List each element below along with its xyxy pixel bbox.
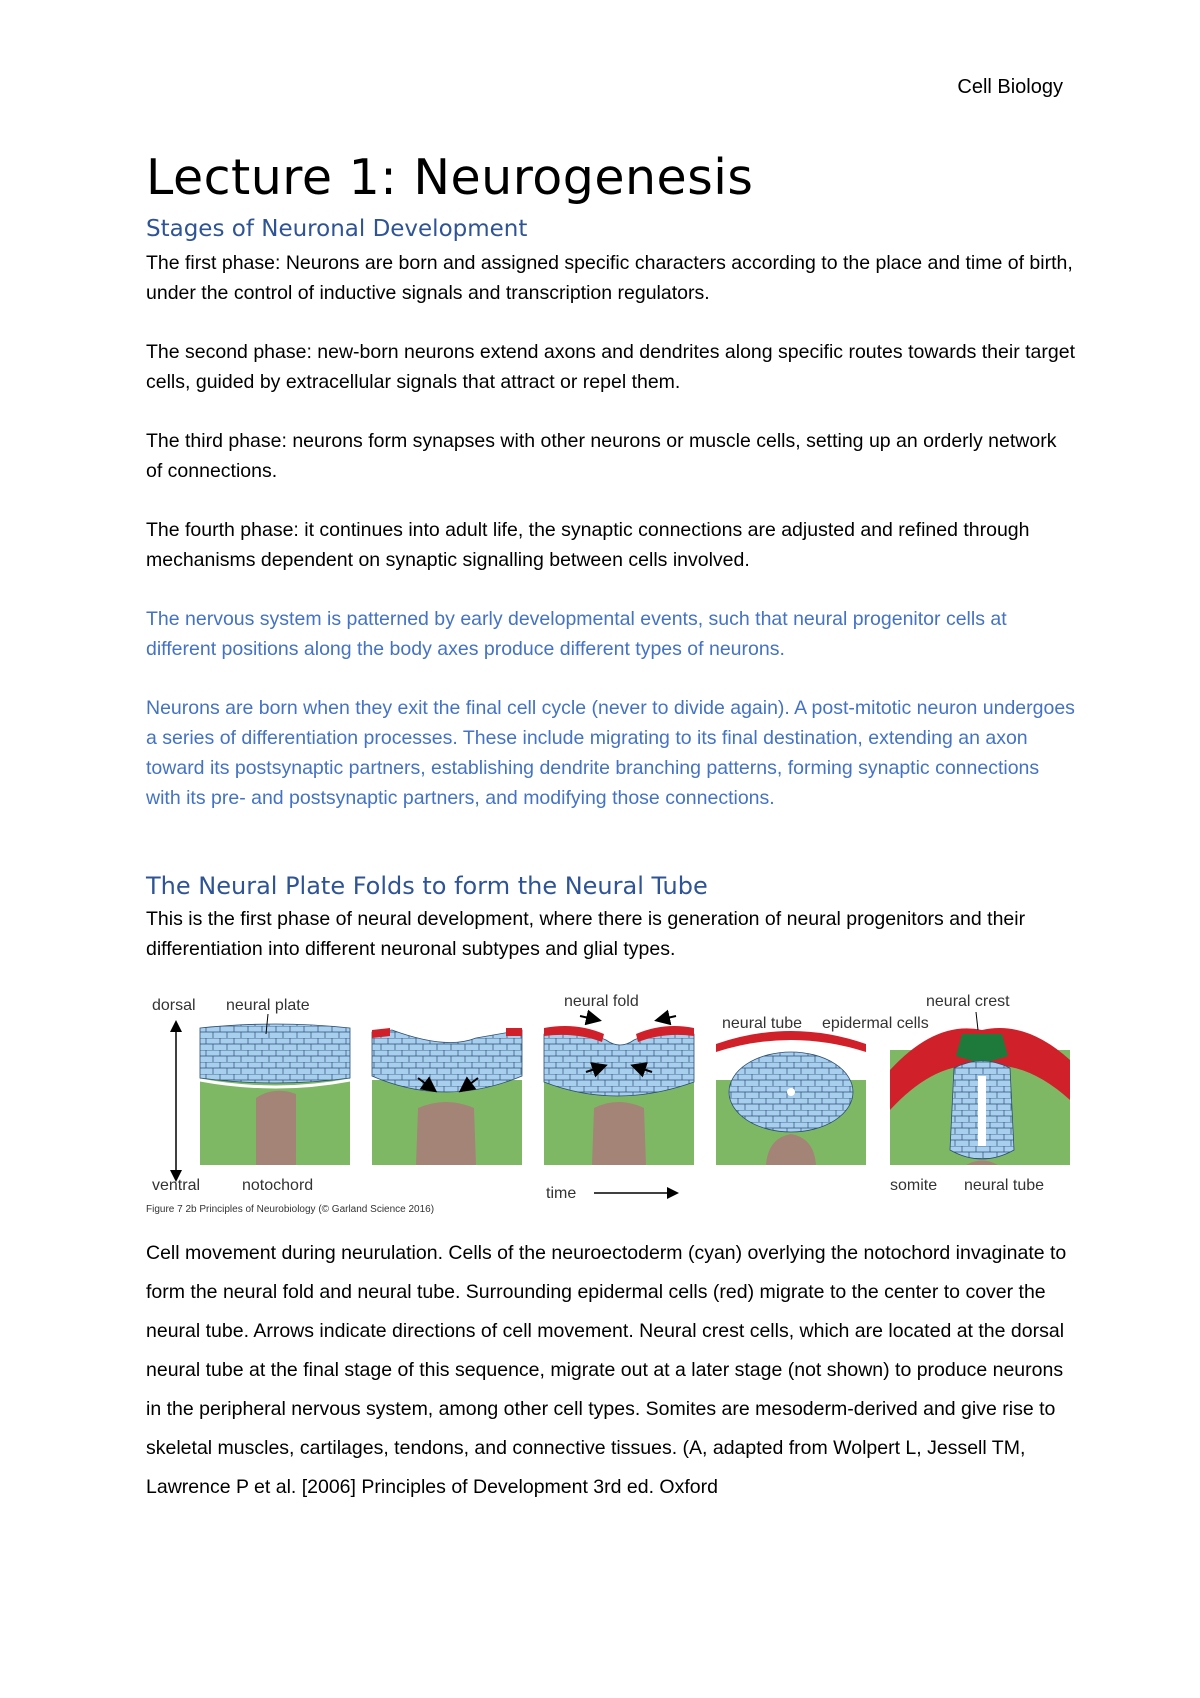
course-header: Cell Biology <box>957 76 1063 98</box>
label-neural-plate: neural plate <box>226 997 310 1014</box>
label-time: time <box>546 1185 577 1202</box>
page-title: Lecture 1: Neurogenesis <box>146 149 754 206</box>
panel-neural-plate <box>200 1024 350 1165</box>
panel-neural-fold <box>544 1016 694 1165</box>
label-ventral: ventral <box>152 1177 201 1194</box>
panel-neural-tube <box>716 1031 866 1165</box>
paragraph-phase-4: The fourth phase: it continues into adult life, the synaptic connections are adjusted and refined through mechanisms dependent on synaptic signalling between cells involved. <box>146 519 1030 571</box>
neurulation-figure <box>146 990 1070 1215</box>
paragraph-neural-plate-intro: This is the first phase of neural development, where there is generation of neural progenitors and their differentiation into different neuronal subtypes and glial types. <box>146 908 1026 960</box>
paragraph-phase-3: The third phase: neurons form synapses with other neurons or muscle cells, setting up an orderly network of connections. <box>146 430 1057 482</box>
paragraph-neuron-birth: Neurons are born when they exit the final cell cycle (never to divide again). A post-mitotic neuron undergoes a series of differentiation processes. These include migrating to its final destination, extending an axon toward its postsynaptic partners, establishing dendrite branching patterns, forming synaptic connections with its pre- and postsynaptic partners, and modifying those connections. <box>146 697 1075 809</box>
label-neural-crest: neural crest <box>926 993 1010 1010</box>
section-heading-stages: Stages of Neuronal Development <box>146 216 528 242</box>
label-somite: somite <box>890 1177 938 1194</box>
paragraph-phase-2: The second phase: new-born neurons extend axons and dendrites along specific routes towards their target cells, guided by extracellular signals that attract or repel them. <box>146 341 1075 393</box>
label-neural-tube-bottom: neural tube <box>964 1177 1045 1194</box>
label-notochord: notochord <box>242 1177 314 1194</box>
paragraph-patterning: The nervous system is patterned by early developmental events, such that neural progenitor cells at different positions along the body axes produce different types of neurons. <box>146 608 1007 660</box>
panel-folding-1 <box>372 1028 522 1165</box>
panel-neural-crest <box>890 1028 1070 1165</box>
dv-axis-arrow-up <box>170 1020 182 1032</box>
label-epidermal-cells: epidermal cells <box>822 1015 929 1032</box>
figure-credit: Figure 7 2b Principles of Neurobiology (© Garland Science 2016) <box>146 1204 435 1215</box>
section-heading-neural-plate: The Neural Plate Folds to form the Neural Tube <box>146 872 708 900</box>
label-neural-fold: neural fold <box>564 993 639 1010</box>
figure-caption: Cell movement during neurulation. Cells of the neuroectoderm (cyan) overlying the notochord invaginate to form the neural fold and neural tube. Surrounding epidermal cells (red) migrate to the center to cover the neural tube. Arrows indicate directions of cell movement. Neural crest cells, which are located at the dorsal neural tube at the final stage of this sequence, migrate out at a later stage (not shown) to produce neurons in the peripheral nervous system, among other cell types. Somites are mesoderm-derived and give rise to skeletal muscles, cartilages, tendons, and connective tissues. (A, adapted from Wolpert L, Jessell TM, Lawrence P et al. [2006] Principles of Development 3rd ed. Oxford <box>146 1242 1067 1498</box>
label-dorsal: dorsal <box>152 997 196 1014</box>
label-neural-tube-top: neural tube <box>722 1015 803 1032</box>
paragraph-phase-1: The first phase: Neurons are born and assigned specific characters according to the place and time of birth, under the control of inductive signals and transcription regulators. <box>146 252 1073 304</box>
